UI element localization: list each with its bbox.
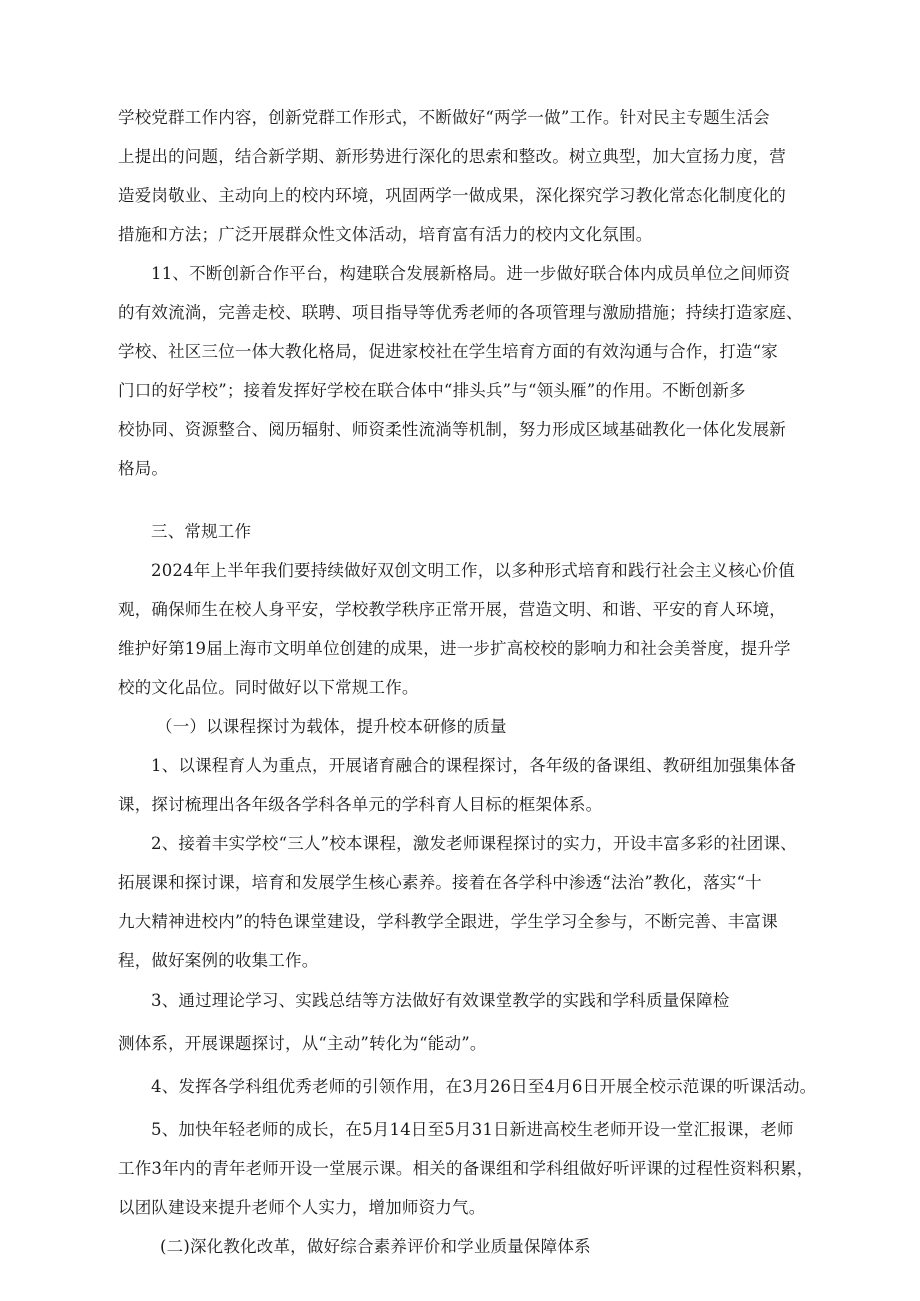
paragraph-line: 维护好第19届上海市文明单位创建的成果，进一步扩高校校的影响力和社会美誉度，提升学 xyxy=(118,639,791,658)
paragraph-line: 拓展课和探讨课，培育和发展学生核心素养。接着在各学科中渗透“法治”教化，落实“十 xyxy=(118,873,762,892)
paragraph-line: 以团队建设来提升老师个人实力，增加师资力气。 xyxy=(118,1198,486,1217)
paragraph-line: 观，确保师生在校人身平安，学校教学秩序正常开展，营造文明、和谐、平安的育人环境， xyxy=(118,600,786,619)
paragraph-line: 2024年上半年我们要持续做好双创文明工作，以多种形式培育和践行社会主义核心价值 xyxy=(151,561,795,580)
paragraph-line: 4、发挥各学科组优秀老师的引领作用，在3月26日至4月6日开展全校示范课的听课活动。 xyxy=(151,1077,817,1096)
paragraph-line: 格局。 xyxy=(118,459,169,478)
paragraph-line: 2、接着丰实学校“三人”校本课程，激发老师课程探讨的实力，开设丰富多彩的社团课、 xyxy=(151,834,797,853)
subsection-heading: （一）以课程探讨为载体，提升校本研修的质量 xyxy=(156,717,507,736)
paragraph-line: 的有效流淌，完善走校、联聘、项目指导等优秀老师的各项管理与激励措施；持续打造家庭、 xyxy=(118,303,803,322)
section-heading: 三、常规工作 xyxy=(151,522,252,541)
paragraph-line: 工作3年内的青年老师开设一堂展示课。相关的备课组和学科组做好听评课的过程性资料积累， xyxy=(118,1159,814,1178)
paragraph-line: 校协同、资源整合、阅历辐射、师资柔性流淌等机制，努力形成区域基础教化一体化发展新 xyxy=(118,420,786,439)
paragraph-line: 11、不断创新合作平台，构建联合发展新格局。进一步做好联合体内成员单位之间师资 xyxy=(151,264,791,283)
paragraph-line: 九大精神进校内”的特色课堂建设，学科教学全跟进，学生学习全参与，不断完善、丰富课 xyxy=(118,912,778,931)
subsection-heading: (二)深化教化改革，做好综合素养评价和学业质量保障体系 xyxy=(160,1237,591,1256)
paragraph-line: 措施和方法；广泛开展群众性文体活动，培育富有活力的校内文化氛围。 xyxy=(118,225,653,244)
paragraph-line: 校的文化品位。同时做好以下常规工作。 xyxy=(118,678,419,697)
paragraph-line: 1、以课程育人为重点，开展诸育融合的课程探讨，各年级的备课组、教研组加强集体备 xyxy=(151,756,797,775)
paragraph-line: 学校、社区三位一体大教化格局，促进家校社在学生培育方面的有效沟通与合作，打造“家 xyxy=(118,342,778,361)
paragraph-line: 3、通过理论学习、实践总结等方法做好有效课堂教学的实践和学科质量保障检 xyxy=(151,991,730,1010)
paragraph-line: 门口的好学校”；接着发挥好学校在联合体中“排头兵”与“领头雁”的作用。不断创新多 xyxy=(118,381,746,400)
paragraph-line: 程，做好案例的收集工作。 xyxy=(118,951,319,970)
paragraph-line: 测体系，开展课题探讨，从“主动”转化为“能动”。 xyxy=(118,1034,487,1053)
paragraph-line: 学校党群工作内容，创新党群工作形式，不断做好“两学一做”工作。针对民主专题生活会 xyxy=(118,108,770,127)
paragraph-line: 课，探讨梳理出各年级各学科各单元的学科育人目标的框架体系。 xyxy=(118,795,603,814)
paragraph-line: 造爱岗敬业、主动向上的校内环境，巩固两学一做成果，深化探究学习教化常态化制度化的 xyxy=(118,186,786,205)
paragraph-line: 5、加快年轻老师的成长，在5月14日至5月31日新进高校生老师开设一堂汇报课，老师 xyxy=(151,1120,794,1139)
paragraph-line: 上提出的问题，结合新学期、新形势进行深化的思索和整改。树立典型，加大宣扬力度，营 xyxy=(118,147,786,166)
